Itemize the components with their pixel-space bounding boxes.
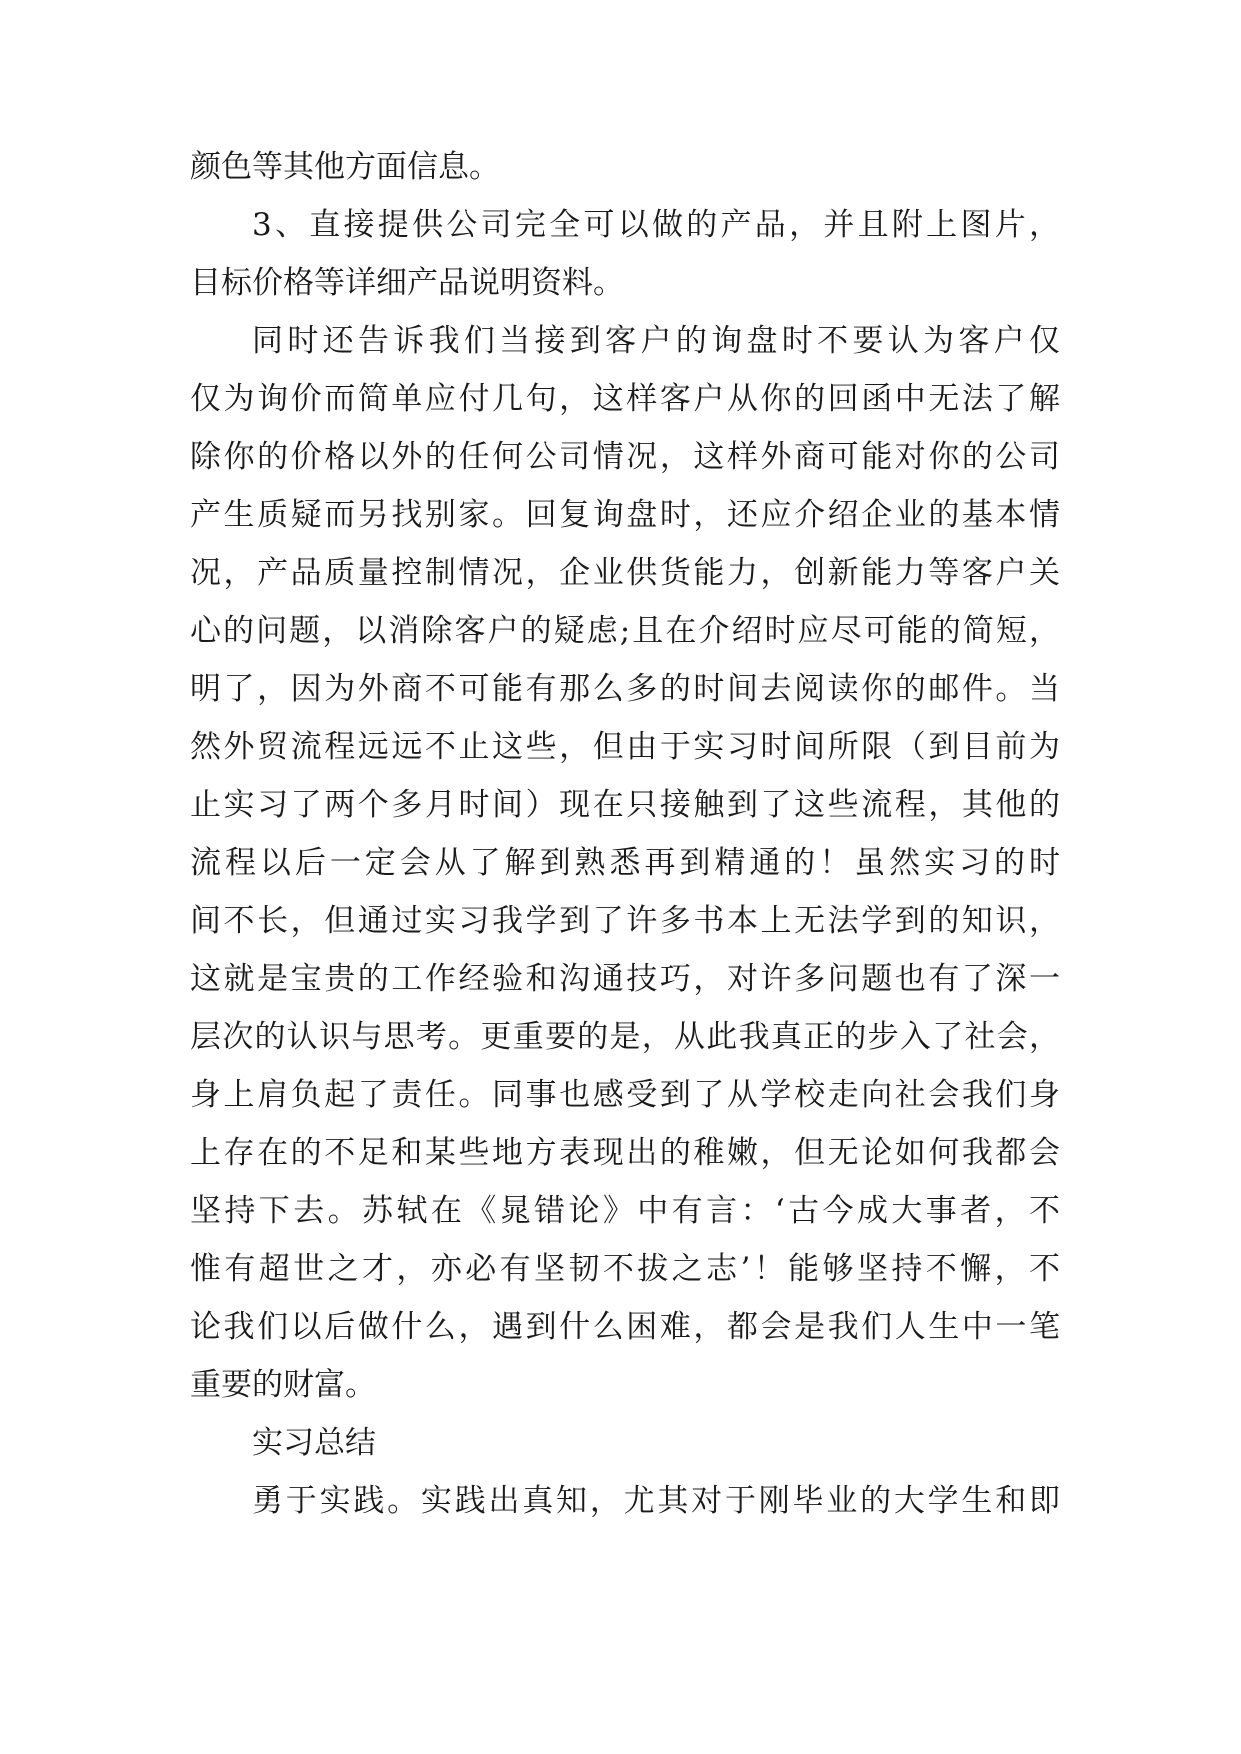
text-line-2: 3、直接提供公司完全可以做的产品，并且附上图片， (252, 207, 1060, 243)
text-line-13: 流程以后一定会从了解到熟悉再到精通的！虽然实习的时 (190, 845, 1060, 881)
text-line-7: 产生质疑而另找别家。回复询盘时，还应介绍企业的基本情 (190, 497, 1060, 533)
text-line-5: 仅为询价而简单应付几句，这样客户从你的回函中无法了解 (190, 381, 1060, 417)
text-line-24: 勇于实践。实践出真知，尤其对于刚毕业的大学生和即 (252, 1483, 1060, 1519)
text-line-16: 层次的认识与思考。更重要的是，从此我真正的步入了社会， (190, 1019, 1060, 1055)
text-line-17: 身上肩负起了责任。同事也感受到了从学校走向社会我们身 (190, 1077, 1060, 1113)
text-line-11: 然外贸流程远远不止这些，但由于实习时间所限（到目前为 (190, 729, 1060, 765)
text-line-3: 目标价格等详细产品说明资料。 (190, 265, 624, 301)
text-line-21: 论我们以后做什么，遇到什么困难，都会是我们人生中一笔 (190, 1309, 1060, 1345)
text-line-12: 止实习了两个多月时间）现在只接触到了这些流程，其他的 (190, 787, 1060, 823)
text-line-10: 明了，因为外商不可能有那么多的时间去阅读你的邮件。当 (190, 671, 1060, 707)
text-line-15: 这就是宝贵的工作经验和沟通技巧，对许多问题也有了深一 (190, 961, 1060, 997)
section-heading: 实习总结 (252, 1425, 376, 1461)
text-line-4: 同时还告诉我们当接到客户的询盘时不要认为客户仅 (252, 323, 1060, 359)
text-line-9: 心的问题，以消除客户的疑虑;且在介绍时应尽可能的简短， (190, 613, 1060, 649)
text-line-1: 颜色等其他方面信息。 (190, 149, 500, 185)
text-line-8: 况，产品质量控制情况，企业供货能力，创新能力等客户关 (190, 555, 1060, 591)
text-line-18: 上存在的不足和某些地方表现出的稚嫩，但无论如何我都会 (190, 1135, 1060, 1171)
text-line-19: 坚持下去。苏轼在《晁错论》中有言：‘古今成大事者，不 (190, 1193, 1060, 1229)
text-line-14: 间不长，但通过实习我学到了许多书本上无法学到的知识， (190, 903, 1060, 939)
text-line-6: 除你的价格以外的任何公司情况，这样外商可能对你的公司 (190, 439, 1060, 475)
text-line-20: 惟有超世之才，亦必有坚韧不拔之志’！能够坚持不懈，不 (190, 1251, 1060, 1287)
text-line-22: 重要的财富。 (190, 1367, 376, 1403)
